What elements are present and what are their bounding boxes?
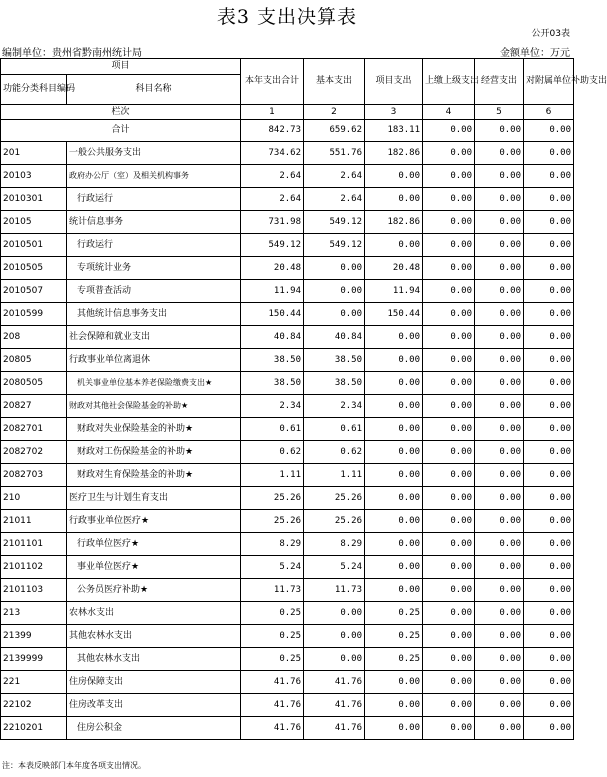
column-number: 1 bbox=[241, 105, 304, 120]
header-upper: 上缴上级支出 bbox=[423, 59, 475, 105]
amount-cell: 0.00 bbox=[423, 372, 475, 395]
amount-cell: 0.00 bbox=[524, 441, 574, 464]
subject-name-cell: 财政对工伤保险基金的补助★ bbox=[67, 441, 241, 464]
amount-cell: 25.26 bbox=[304, 487, 365, 510]
amount-cell: 0.00 bbox=[524, 303, 574, 326]
amount-cell: 0.00 bbox=[365, 418, 423, 441]
table-row bbox=[1, 303, 574, 326]
amount-cell: 0.00 bbox=[304, 280, 365, 303]
column-number-row bbox=[1, 105, 574, 120]
amount-cell: 0.00 bbox=[524, 625, 574, 648]
header-subsidy: 对附属单位补助支出 bbox=[524, 59, 574, 105]
amount-cell: 0.00 bbox=[524, 510, 574, 533]
header-func-code: 功能分类科目编码 bbox=[1, 75, 67, 105]
amount-cell: 0.00 bbox=[423, 142, 475, 165]
amount-cell: 0.00 bbox=[423, 211, 475, 234]
amount-cell: 0.00 bbox=[524, 211, 574, 234]
amount-cell: 0.00 bbox=[423, 188, 475, 211]
amount-cell: 182.86 bbox=[365, 142, 423, 165]
subject-name-cell: 财政对其他社会保险基金的补助★ bbox=[67, 395, 241, 418]
amount-cell: 11.94 bbox=[241, 280, 304, 303]
table-row bbox=[1, 625, 574, 648]
function-code-cell: 2101102 bbox=[1, 556, 67, 579]
total-value: 0.00 bbox=[423, 120, 475, 142]
amount-cell: 0.00 bbox=[423, 717, 475, 740]
table-row bbox=[1, 671, 574, 694]
header-item: 项目 bbox=[1, 59, 241, 75]
amount-cell: 5.24 bbox=[304, 556, 365, 579]
amount-cell: 41.76 bbox=[241, 717, 304, 740]
subject-name-cell: 行政运行 bbox=[67, 234, 241, 257]
subject-name-cell: 专项统计业务 bbox=[67, 257, 241, 280]
subject-name-cell: 其他统计信息事务支出 bbox=[67, 303, 241, 326]
function-code-cell: 208 bbox=[1, 326, 67, 349]
amount-cell: 0.00 bbox=[365, 579, 423, 602]
table-row bbox=[1, 487, 574, 510]
amount-cell: 0.00 bbox=[423, 671, 475, 694]
amount-cell: 0.00 bbox=[475, 372, 524, 395]
amount-cell: 0.00 bbox=[423, 234, 475, 257]
header-subject-name: 科目名称 bbox=[67, 75, 241, 105]
subject-name-cell: 行政运行 bbox=[67, 188, 241, 211]
amount-cell: 0.00 bbox=[475, 188, 524, 211]
header-basic: 基本支出 bbox=[304, 59, 365, 105]
subject-name-cell: 医疗卫生与计划生育支出 bbox=[67, 487, 241, 510]
subject-name-cell: 公务员医疗补助★ bbox=[67, 579, 241, 602]
amount-cell: 0.00 bbox=[524, 418, 574, 441]
amount-cell: 0.00 bbox=[365, 533, 423, 556]
amount-cell: 0.00 bbox=[475, 142, 524, 165]
function-code-cell: 22102 bbox=[1, 694, 67, 717]
function-code-cell: 2010501 bbox=[1, 234, 67, 257]
amount-cell: 0.00 bbox=[475, 625, 524, 648]
function-code-cell: 210 bbox=[1, 487, 67, 510]
table-row bbox=[1, 579, 574, 602]
amount-cell: 38.50 bbox=[304, 372, 365, 395]
function-code-cell: 20805 bbox=[1, 349, 67, 372]
subject-name-cell: 住房保障支出 bbox=[67, 671, 241, 694]
amount-cell: 0.00 bbox=[524, 602, 574, 625]
amount-cell: 0.00 bbox=[423, 602, 475, 625]
total-value: 183.11 bbox=[365, 120, 423, 142]
amount-cell: 0.00 bbox=[365, 556, 423, 579]
amount-cell: 0.00 bbox=[304, 648, 365, 671]
table-note: 注：本表反映部门本年度各项支出情况。 bbox=[2, 761, 146, 770]
subject-name-cell: 统计信息事务 bbox=[67, 211, 241, 234]
amount-cell: 0.00 bbox=[423, 556, 475, 579]
subject-name-cell: 机关事业单位基本养老保险缴费支出★ bbox=[67, 372, 241, 395]
amount-cell: 0.00 bbox=[475, 671, 524, 694]
header-row-item bbox=[1, 59, 574, 75]
amount-cell: 0.00 bbox=[524, 648, 574, 671]
amount-cell: 0.00 bbox=[524, 234, 574, 257]
header-total: 本年支出合计 bbox=[241, 59, 304, 105]
table-row bbox=[1, 602, 574, 625]
amount-cell: 0.61 bbox=[304, 418, 365, 441]
function-code-cell: 2010505 bbox=[1, 257, 67, 280]
amount-cell: 0.00 bbox=[365, 441, 423, 464]
amount-cell: 0.00 bbox=[365, 326, 423, 349]
subject-name-cell: 农林水支出 bbox=[67, 602, 241, 625]
function-code-cell: 2210201 bbox=[1, 717, 67, 740]
amount-cell: 0.00 bbox=[304, 602, 365, 625]
amount-cell: 0.00 bbox=[524, 694, 574, 717]
function-code-cell: 2082702 bbox=[1, 441, 67, 464]
subject-name-cell: 行政事业单位医疗★ bbox=[67, 510, 241, 533]
amount-cell: 2.64 bbox=[304, 188, 365, 211]
amount-cell: 38.50 bbox=[241, 372, 304, 395]
amount-cell: 0.00 bbox=[475, 533, 524, 556]
amount-cell: 0.00 bbox=[475, 234, 524, 257]
total-value: 842.73 bbox=[241, 120, 304, 142]
amount-cell: 0.00 bbox=[423, 165, 475, 188]
amount-cell: 11.73 bbox=[304, 579, 365, 602]
amount-cell: 0.00 bbox=[475, 280, 524, 303]
amount-cell: 0.00 bbox=[524, 533, 574, 556]
table-row bbox=[1, 395, 574, 418]
amount-cell: 41.76 bbox=[241, 671, 304, 694]
amount-cell: 0.25 bbox=[241, 602, 304, 625]
amount-cell: 0.00 bbox=[423, 257, 475, 280]
column-number: 6 bbox=[524, 105, 574, 120]
amount-cell: 2.64 bbox=[304, 165, 365, 188]
table-row bbox=[1, 717, 574, 740]
column-number-label: 栏次 bbox=[1, 105, 241, 120]
subject-name-cell: 专项普查活动 bbox=[67, 280, 241, 303]
amount-cell: 0.00 bbox=[475, 303, 524, 326]
amount-cell: 0.00 bbox=[524, 372, 574, 395]
amount-cell: 0.00 bbox=[475, 211, 524, 234]
amount-cell: 25.26 bbox=[241, 510, 304, 533]
table-row bbox=[1, 349, 574, 372]
column-number: 5 bbox=[475, 105, 524, 120]
amount-cell: 0.00 bbox=[365, 487, 423, 510]
amount-cell: 40.84 bbox=[304, 326, 365, 349]
amount-cell: 0.00 bbox=[365, 464, 423, 487]
amount-cell: 0.00 bbox=[524, 717, 574, 740]
amount-cell: 0.62 bbox=[241, 441, 304, 464]
function-code-cell: 21399 bbox=[1, 625, 67, 648]
header-project: 项目支出 bbox=[365, 59, 423, 105]
amount-cell: 0.00 bbox=[423, 510, 475, 533]
function-code-cell: 213 bbox=[1, 602, 67, 625]
amount-cell: 20.48 bbox=[365, 257, 423, 280]
amount-cell: 40.84 bbox=[241, 326, 304, 349]
amount-cell: 0.00 bbox=[524, 671, 574, 694]
amount-cell: 5.24 bbox=[241, 556, 304, 579]
function-code-cell: 2101103 bbox=[1, 579, 67, 602]
table-row bbox=[1, 372, 574, 395]
amount-cell: 0.00 bbox=[475, 556, 524, 579]
amount-cell: 0.00 bbox=[423, 441, 475, 464]
total-value: 0.00 bbox=[475, 120, 524, 142]
amount-cell: 8.29 bbox=[241, 533, 304, 556]
amount-cell: 0.00 bbox=[423, 349, 475, 372]
function-code-cell: 2101101 bbox=[1, 533, 67, 556]
subject-name-cell: 行政单位医疗★ bbox=[67, 533, 241, 556]
amount-cell: 0.00 bbox=[475, 487, 524, 510]
amount-cell: 11.73 bbox=[241, 579, 304, 602]
total-value: 659.62 bbox=[304, 120, 365, 142]
amount-cell: 41.76 bbox=[304, 671, 365, 694]
table-row bbox=[1, 464, 574, 487]
amount-cell: 38.50 bbox=[241, 349, 304, 372]
amount-cell: 0.00 bbox=[524, 395, 574, 418]
amount-cell: 0.00 bbox=[475, 648, 524, 671]
amount-cell: 0.00 bbox=[475, 257, 524, 280]
amount-cell: 25.26 bbox=[304, 510, 365, 533]
subject-name-cell: 事业单位医疗★ bbox=[67, 556, 241, 579]
amount-cell: 0.00 bbox=[475, 694, 524, 717]
amount-cell: 0.00 bbox=[365, 234, 423, 257]
amount-cell: 0.00 bbox=[365, 671, 423, 694]
amount-cell: 0.00 bbox=[475, 464, 524, 487]
amount-cell: 734.62 bbox=[241, 142, 304, 165]
amount-cell: 549.12 bbox=[241, 234, 304, 257]
table-row bbox=[1, 142, 574, 165]
amount-cell: 0.00 bbox=[524, 349, 574, 372]
amount-cell: 0.00 bbox=[475, 165, 524, 188]
amount-cell: 0.00 bbox=[423, 487, 475, 510]
amount-cell: 2.64 bbox=[241, 188, 304, 211]
subject-name-cell: 财政对失业保险基金的补助★ bbox=[67, 418, 241, 441]
subject-name-cell: 一般公共服务支出 bbox=[67, 142, 241, 165]
amount-cell: 20.48 bbox=[241, 257, 304, 280]
function-code-cell: 2010507 bbox=[1, 280, 67, 303]
amount-cell: 0.62 bbox=[304, 441, 365, 464]
amount-cell: 0.00 bbox=[475, 602, 524, 625]
amount-cell: 41.76 bbox=[304, 694, 365, 717]
amount-cell: 0.00 bbox=[423, 648, 475, 671]
amount-cell: 0.00 bbox=[524, 556, 574, 579]
amount-cell: 549.12 bbox=[304, 211, 365, 234]
amount-cell: 0.00 bbox=[475, 717, 524, 740]
amount-cell: 0.00 bbox=[423, 280, 475, 303]
amount-cell: 11.94 bbox=[365, 280, 423, 303]
function-code-cell: 2010599 bbox=[1, 303, 67, 326]
amount-cell: 0.00 bbox=[524, 188, 574, 211]
column-number: 4 bbox=[423, 105, 475, 120]
report-title: 表3 支出决算表 bbox=[216, 6, 358, 28]
subject-name-cell: 住房改革支出 bbox=[67, 694, 241, 717]
amount-cell: 2.64 bbox=[241, 165, 304, 188]
amount-cell: 0.00 bbox=[423, 579, 475, 602]
table-row bbox=[1, 165, 574, 188]
amount-cell: 0.00 bbox=[475, 326, 524, 349]
function-code-cell: 201 bbox=[1, 142, 67, 165]
table-row bbox=[1, 234, 574, 257]
table-row bbox=[1, 441, 574, 464]
amount-cell: 0.00 bbox=[524, 487, 574, 510]
table-row bbox=[1, 188, 574, 211]
amount-cell: 41.76 bbox=[304, 717, 365, 740]
subject-name-cell: 政府办公厅（室）及相关机构事务 bbox=[67, 165, 241, 188]
amount-cell: 0.25 bbox=[365, 602, 423, 625]
amount-cell: 0.00 bbox=[524, 165, 574, 188]
amount-cell: 0.61 bbox=[241, 418, 304, 441]
amount-cell: 549.12 bbox=[304, 234, 365, 257]
amount-cell: 182.86 bbox=[365, 211, 423, 234]
table-row bbox=[1, 533, 574, 556]
table-row bbox=[1, 211, 574, 234]
function-code-cell: 2082703 bbox=[1, 464, 67, 487]
header-business: 经营支出 bbox=[475, 59, 524, 105]
table-row bbox=[1, 510, 574, 533]
subject-name-cell: 财政对生育保险基金的补助★ bbox=[67, 464, 241, 487]
function-code-cell: 2010301 bbox=[1, 188, 67, 211]
amount-cell: 150.44 bbox=[365, 303, 423, 326]
amount-cell: 41.76 bbox=[241, 694, 304, 717]
subject-name-cell: 行政事业单位离退休 bbox=[67, 349, 241, 372]
expenditure-table bbox=[0, 58, 607, 740]
amount-cell: 0.00 bbox=[423, 464, 475, 487]
function-code-cell: 2080505 bbox=[1, 372, 67, 395]
amount-cell: 0.25 bbox=[365, 625, 423, 648]
amount-cell: 0.00 bbox=[524, 257, 574, 280]
amount-cell: 38.50 bbox=[304, 349, 365, 372]
amount-cell: 0.00 bbox=[304, 303, 365, 326]
amount-cell: 0.00 bbox=[365, 694, 423, 717]
total-label: 合计 bbox=[1, 120, 241, 142]
amount-cell: 0.00 bbox=[524, 326, 574, 349]
amount-cell: 0.00 bbox=[365, 372, 423, 395]
amount-cell: 0.00 bbox=[524, 280, 574, 303]
amount-cell: 0.00 bbox=[423, 694, 475, 717]
amount-cell: 0.00 bbox=[423, 418, 475, 441]
subject-name-cell: 住房公积金 bbox=[67, 717, 241, 740]
table-row bbox=[1, 648, 574, 671]
function-code-cell: 2139999 bbox=[1, 648, 67, 671]
column-number: 2 bbox=[304, 105, 365, 120]
amount-cell: 0.00 bbox=[524, 464, 574, 487]
amount-cell: 0.00 bbox=[365, 510, 423, 533]
form-number: 公开03表 bbox=[531, 29, 570, 39]
total-row bbox=[1, 120, 574, 142]
amount-cell: 1.11 bbox=[241, 464, 304, 487]
column-number: 3 bbox=[365, 105, 423, 120]
function-code-cell: 20105 bbox=[1, 211, 67, 234]
table-row bbox=[1, 694, 574, 717]
amount-cell: 2.34 bbox=[304, 395, 365, 418]
table-row bbox=[1, 556, 574, 579]
amount-cell: 8.29 bbox=[304, 533, 365, 556]
amount-cell: 0.25 bbox=[241, 625, 304, 648]
amount-cell: 0.00 bbox=[475, 579, 524, 602]
amount-cell: 0.00 bbox=[524, 579, 574, 602]
amount-cell: 0.25 bbox=[241, 648, 304, 671]
amount-cell: 0.00 bbox=[423, 395, 475, 418]
amount-cell: 0.00 bbox=[475, 349, 524, 372]
amount-cell: 0.00 bbox=[423, 533, 475, 556]
table-row bbox=[1, 280, 574, 303]
amount-cell: 0.00 bbox=[423, 625, 475, 648]
subject-name-cell: 社会保障和就业支出 bbox=[67, 326, 241, 349]
function-code-cell: 2082701 bbox=[1, 418, 67, 441]
subject-name-cell: 其他农林水支出 bbox=[67, 648, 241, 671]
amount-cell: 0.00 bbox=[423, 303, 475, 326]
amount-cell: 731.98 bbox=[241, 211, 304, 234]
function-code-cell: 20827 bbox=[1, 395, 67, 418]
function-code-cell: 221 bbox=[1, 671, 67, 694]
table-row bbox=[1, 326, 574, 349]
total-value: 0.00 bbox=[524, 120, 574, 142]
amount-cell: 0.00 bbox=[475, 418, 524, 441]
amount-cell: 0.00 bbox=[423, 326, 475, 349]
amount-cell: 0.00 bbox=[475, 510, 524, 533]
amount-cell: 0.00 bbox=[304, 257, 365, 280]
amount-cell: 0.00 bbox=[365, 717, 423, 740]
amount-cell: 0.00 bbox=[475, 441, 524, 464]
function-code-cell: 21011 bbox=[1, 510, 67, 533]
amount-cell: 150.44 bbox=[241, 303, 304, 326]
reporting-unit: 编制单位：贵州省黔南州统计局 bbox=[2, 48, 142, 59]
amount-cell: 0.00 bbox=[524, 142, 574, 165]
amount-cell: 0.25 bbox=[365, 648, 423, 671]
amount-unit: 金额单位：万元 bbox=[500, 48, 570, 59]
amount-cell: 1.11 bbox=[304, 464, 365, 487]
amount-cell: 551.76 bbox=[304, 142, 365, 165]
table-row bbox=[1, 257, 574, 280]
amount-cell: 0.00 bbox=[365, 188, 423, 211]
amount-cell: 25.26 bbox=[241, 487, 304, 510]
table-row bbox=[1, 418, 574, 441]
amount-cell: 0.00 bbox=[475, 395, 524, 418]
amount-cell: 2.34 bbox=[241, 395, 304, 418]
function-code-cell: 20103 bbox=[1, 165, 67, 188]
subject-name-cell: 其他农林水支出 bbox=[67, 625, 241, 648]
amount-cell: 0.00 bbox=[365, 349, 423, 372]
amount-cell: 0.00 bbox=[304, 625, 365, 648]
amount-cell: 0.00 bbox=[365, 395, 423, 418]
amount-cell: 0.00 bbox=[365, 165, 423, 188]
